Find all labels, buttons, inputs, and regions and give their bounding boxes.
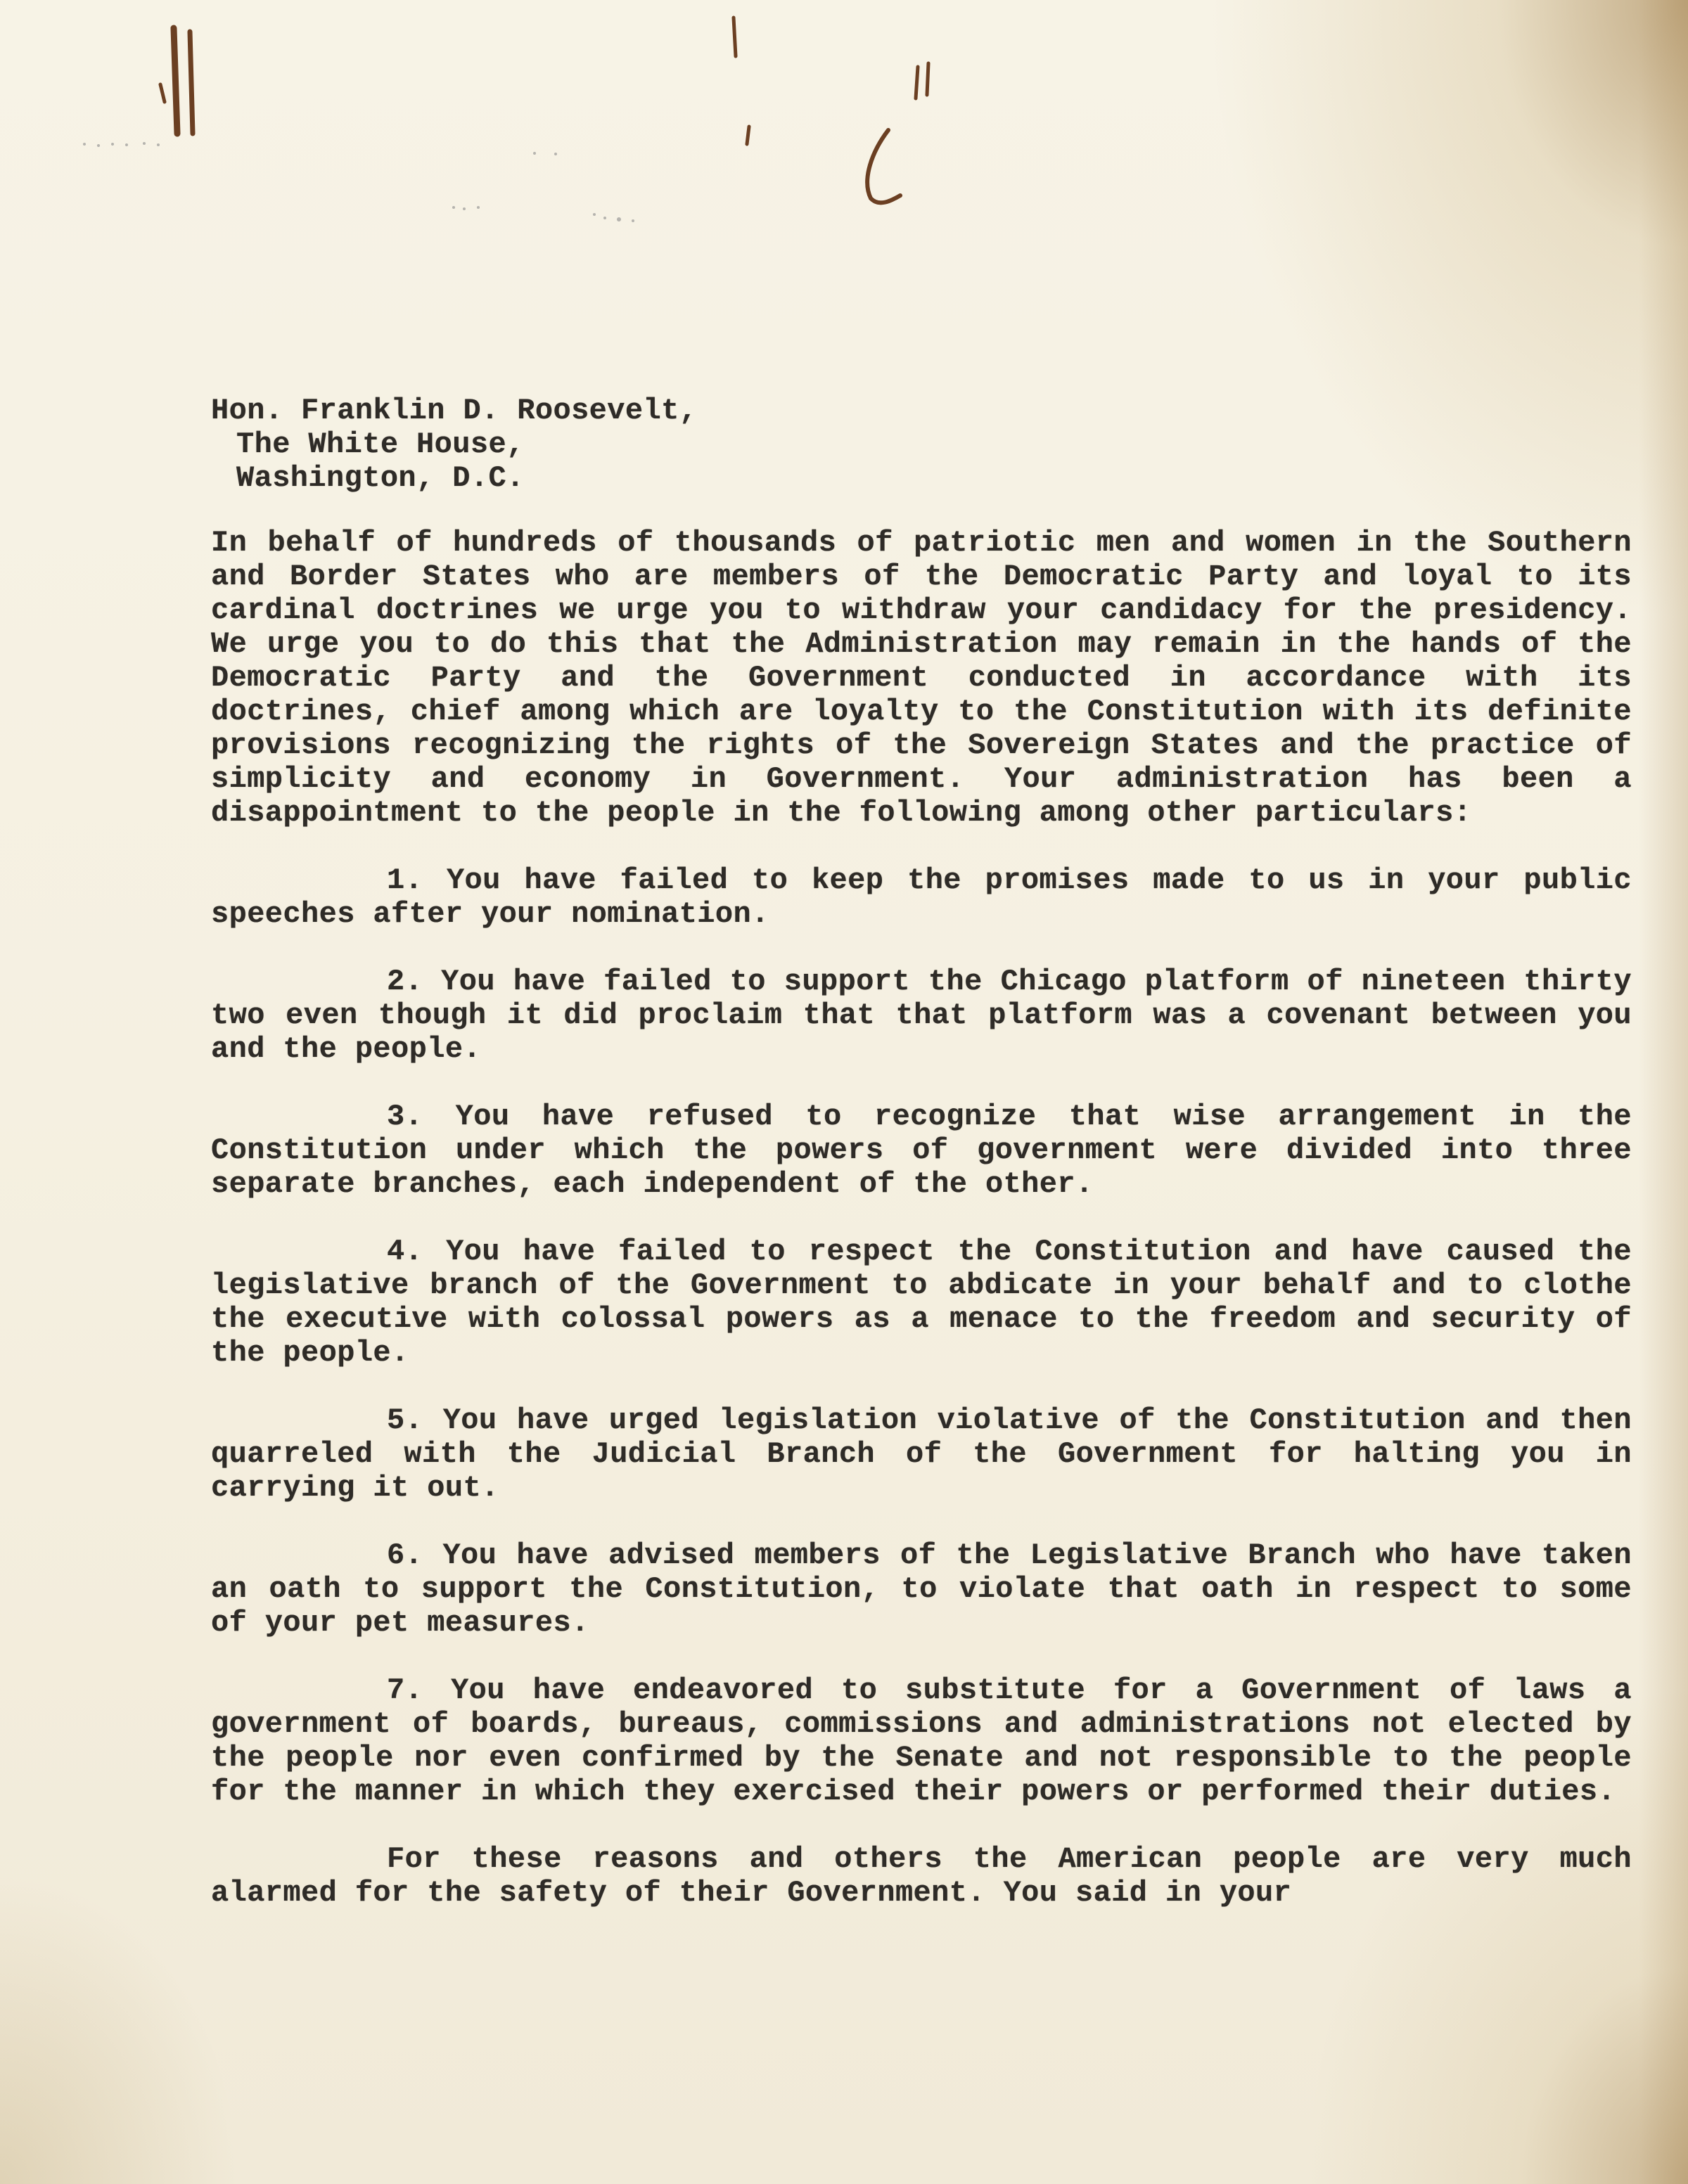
grievance-item-6: 6. You have advised members of the Legislative Branch who have taken an oath to support the Constitution, to violate that oath in respect to some of your pet measures.	[211, 1539, 1632, 1640]
grievance-item-4: 4. You have failed to respect the Constitution and have caused the legislative branch of the Government to abdicate in your behalf and to clothe the executive with colossal powers as a menace to the freedom and security of the people.	[211, 1235, 1632, 1370]
letter-body	[211, 394, 1632, 1910]
grievance-item-7: 7. You have endeavored to substitute for a Government of laws a government of boards, bureaus, commissions and administrations not elected by the people nor even confirmed by the Senate and not responsible to the people for the manner in which they exercised their powers or performed their duties.	[211, 1674, 1632, 1809]
closing-paragraph: For these reasons and others the American people are very much alarmed for the safety of their Government. You said in your	[211, 1842, 1632, 1910]
recipient-address	[211, 394, 1632, 495]
grievance-item-5: 5. You have urged legislation violative of the Constitution and then quarreled with the Judicial Branch of the Government for halting you in carrying it out.	[211, 1403, 1632, 1505]
address-line-name: Hon. Franklin D. Roosevelt,	[211, 394, 698, 428]
intro-paragraph: In behalf of hundreds of thousands of patriotic men and women in the Southern and Border States who are members of the Democratic Party and loyal to its cardinal doctrines we urge you to withdraw your candidacy for the presidency. We urge you to do this that the Administration may remain in the hands of the Democratic Party and the Government conducted in accordance with its doctrines, chief among which are loyalty to the Constitution with its definite provisions recognizing the rights of the Sovereign States and the practice of simplicity and economy in Government. Your administration has been a disappointment to the people in the following among other particulars:	[211, 526, 1632, 830]
address-line-house: The White House,	[236, 428, 525, 461]
grievance-item-1: 1. You have failed to keep the promises made to us in your public speeches after your nomination.	[211, 863, 1632, 931]
grievance-item-2: 2. You have failed to support the Chicago platform of nineteen thirty two even though it did proclaim that that platform was a covenant between you and the people.	[211, 965, 1632, 1066]
address-line-city: Washington, D.C.	[236, 461, 525, 495]
grievance-item-3: 3. You have refused to recognize that wise arrangement in the Constitution under which the powers of government were divided into three separate branches, each independent of the other.	[211, 1100, 1632, 1201]
